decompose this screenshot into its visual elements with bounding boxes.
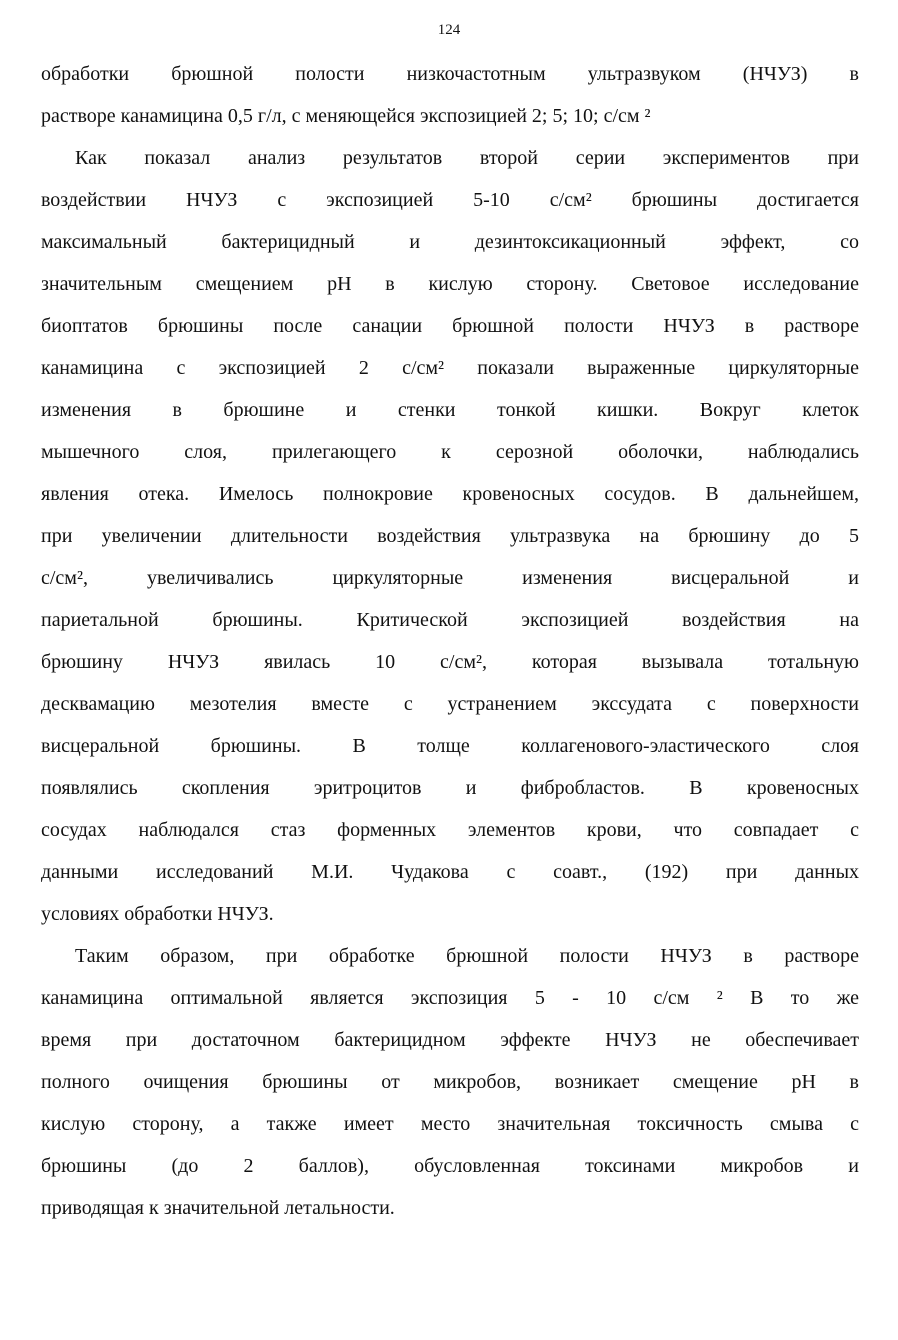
- text-line: [41, 347, 859, 389]
- text-line-content: обработки брюшной полости низкочастотным ультразвуком (НЧУЗ) в: [41, 63, 859, 85]
- text-line-content: при увеличении длительности воздействия ультразвука на брюшину до 5: [41, 525, 859, 547]
- text-line: [41, 725, 859, 767]
- text-line: [41, 1019, 859, 1061]
- page-number: 124: [437, 22, 461, 38]
- text-line-content: брюшины (до 2 баллов), обусловленная токсинами микробов и: [41, 1155, 859, 1177]
- text-line: [41, 1145, 859, 1187]
- text-line-content: канамицина оптимальной является экспозиция 5 - 10 с/см ² В то же: [41, 987, 859, 1009]
- text-line: [41, 641, 859, 683]
- text-line: [41, 1187, 859, 1229]
- text-line: [41, 137, 859, 179]
- text-line-content: париетальной брюшины. Критической экспозицией воздействия на: [41, 609, 859, 631]
- text-line-content: Таким образом, при обработке брюшной полости НЧУЗ в растворе: [75, 945, 859, 967]
- text-line-content: висцеральной брюшины. В толще коллагенового-эластического слоя: [41, 735, 859, 757]
- text-line: [41, 95, 859, 137]
- text-line-content: мышечного слоя, прилегающего к серозной оболочки, наблюдались: [41, 441, 859, 463]
- text-line: [41, 389, 859, 431]
- text-line-content: биоптатов брюшины после санации брюшной полости НЧУЗ в растворе: [41, 315, 859, 337]
- text-line-content: условиях обработки НЧУЗ.: [41, 903, 274, 925]
- text-line: [41, 599, 859, 641]
- text-line-content: сосудах наблюдался стаз форменных элементов крови, что совпадает с: [41, 819, 859, 841]
- text-line: [41, 305, 859, 347]
- text-line: [41, 893, 859, 935]
- body-text: [41, 53, 859, 1229]
- text-line: [41, 515, 859, 557]
- text-line-content: десквамацию мезотелия вместе с устранением экссудата с поверхности: [41, 693, 859, 715]
- text-line-content: изменения в брюшине и стенки тонкой кишки. Вокруг клеток: [41, 399, 859, 421]
- text-line-content: канамицина с экспозицией 2 с/см² показали выраженные циркуляторные: [41, 357, 859, 379]
- text-line-content: явления отека. Имелось полнокровие кровеносных сосудов. В дальнейшем,: [41, 483, 859, 505]
- text-line-content: с/см², увеличивались циркуляторные изменения висцеральной и: [41, 567, 859, 589]
- text-line: [41, 809, 859, 851]
- text-line: [41, 767, 859, 809]
- text-line-content: кислую сторону, а также имеет место значительная токсичность смыва с: [41, 1113, 859, 1135]
- text-line: [41, 221, 859, 263]
- text-line-content: растворе канамицина 0,5 г/л, с меняющейся экспозицией 2; 5; 10; с/см ²: [41, 105, 651, 127]
- text-line-content: полного очищения брюшины от микробов, возникает смещение pH в: [41, 1071, 859, 1093]
- text-line-content: воздействии НЧУЗ с экспозицией 5-10 с/см² брюшины достигается: [41, 189, 859, 211]
- text-line: [41, 557, 859, 599]
- text-line: [41, 851, 859, 893]
- text-line: [41, 935, 859, 977]
- text-line: [41, 1061, 859, 1103]
- text-line-content: приводящая к значительной летальности.: [41, 1197, 395, 1219]
- text-line-content: Как показал анализ результатов второй серии экспериментов при: [75, 147, 859, 169]
- text-line: [41, 53, 859, 95]
- text-line: [41, 683, 859, 725]
- text-line: [41, 179, 859, 221]
- text-line: [41, 977, 859, 1019]
- text-line-content: значительным смещением pH в кислую сторону. Световое исследование: [41, 273, 859, 295]
- text-line: [41, 1103, 859, 1145]
- text-line: [41, 473, 859, 515]
- text-line-content: данными исследований М.И. Чудакова с соавт., (192) при данных: [41, 861, 859, 883]
- text-line-content: время при достаточном бактерицидном эффекте НЧУЗ не обеспечивает: [41, 1029, 859, 1051]
- text-line: [41, 263, 859, 305]
- text-line-content: появлялись скопления эритроцитов и фибробластов. В кровеносных: [41, 777, 859, 799]
- text-line-content: максимальный бактерицидный и дезинтоксикационный эффект, со: [41, 231, 859, 253]
- text-line: [41, 431, 859, 473]
- text-line-content: брюшину НЧУЗ явилась 10 с/см², которая вызывала тотальную: [41, 651, 859, 673]
